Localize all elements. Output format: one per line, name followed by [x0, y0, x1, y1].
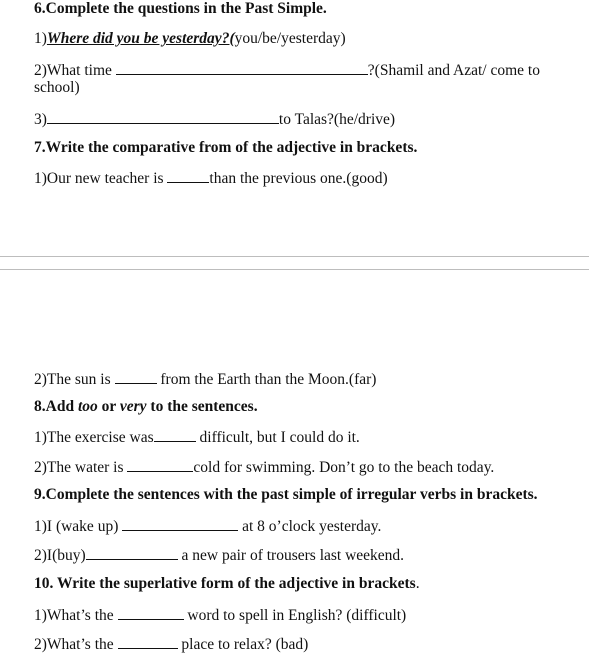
section-7-question-2	[34, 369, 376, 389]
answer-blank[interactable]	[47, 109, 279, 124]
answer-blank[interactable]	[122, 516, 238, 531]
answer-blank[interactable]	[115, 369, 157, 384]
answer-blank[interactable]	[127, 457, 193, 472]
question-prefix: 1)I (wake up)	[34, 518, 123, 535]
section-10-question-1	[34, 605, 406, 625]
heading-text: 10. Write the superlative form of the adjective in brackets	[34, 575, 416, 592]
question-suffix: than the previous one.(good)	[209, 170, 388, 187]
section-9-question-1	[34, 516, 381, 536]
question-prefix: 2)The water is	[34, 459, 128, 476]
question-suffix: place to relax? (bad)	[177, 636, 309, 653]
section-10-question-2	[34, 634, 308, 654]
answer-blank[interactable]	[86, 545, 178, 560]
answer-blank[interactable]	[118, 605, 184, 620]
hint-text: you/be/yesterday)	[234, 30, 346, 47]
page-divider	[0, 256, 589, 270]
answer-blank[interactable]	[116, 60, 368, 75]
question-suffix: a new pair of trousers last weekend.	[177, 547, 405, 564]
section-8-heading	[34, 398, 258, 416]
question-suffix: word to spell in English? (difficult)	[183, 607, 407, 624]
question-suffix: cold for swimming. Don’t go to the beach today.	[193, 459, 495, 476]
question-prefix: 2)The sun is	[34, 371, 115, 388]
section-6-question-2-continuation: school)	[34, 79, 80, 96]
heading-text: or	[97, 398, 120, 415]
question-prefix: 1)The exercise was	[34, 429, 154, 446]
section-6-question-2	[34, 60, 540, 80]
heading-text: to the sentences.	[146, 398, 258, 415]
section-10-heading	[34, 575, 420, 593]
question-suffix: difficult, but I could do it.	[195, 429, 360, 446]
word-too: too	[77, 398, 98, 415]
answer-blank[interactable]	[167, 168, 209, 183]
page-bottom	[0, 270, 589, 666]
question-prefix: 2)I(buy)	[34, 547, 86, 564]
answer-blank[interactable]	[118, 634, 178, 649]
question-suffix: at 8 o’clock yesterday.	[238, 518, 382, 535]
question-prefix: 1)Our new teacher is	[34, 170, 168, 187]
page-top	[0, 0, 589, 256]
section-6-heading: 6.Complete the questions in the Past Simple.	[34, 0, 327, 17]
heading-dot: .	[415, 575, 420, 592]
section-8-question-2	[34, 457, 494, 477]
question-prefix: 2)What’s the	[34, 636, 118, 653]
section-9-heading: 9.Complete the sentences with the past simple of irregular verbs in brackets.	[34, 486, 538, 503]
answer-blank[interactable]	[154, 427, 196, 442]
question-prefix: 1)What’s the	[34, 607, 118, 624]
question-suffix: ?(Shamil and Azat/ come to	[367, 62, 540, 79]
question-suffix: to Talas?(he/drive)	[278, 111, 396, 128]
section-7-question-1	[34, 168, 388, 188]
section-6-question-1	[34, 30, 346, 48]
answer-text: Where did you be yesterday?(	[46, 30, 235, 47]
section-9-question-2	[34, 545, 404, 565]
heading-text: 8.Add	[34, 398, 78, 415]
section-6-question-3	[34, 109, 395, 129]
question-prefix: 3)	[34, 111, 47, 128]
word-very: very	[119, 398, 147, 415]
section-7-heading: 7.Write the comparative from of the adjective in brackets.	[34, 139, 418, 156]
question-suffix: from the Earth than the Moon.(far)	[156, 371, 377, 388]
question-number: 1)	[34, 30, 47, 47]
question-prefix: 2)What time	[34, 62, 116, 79]
section-8-question-1	[34, 427, 360, 447]
